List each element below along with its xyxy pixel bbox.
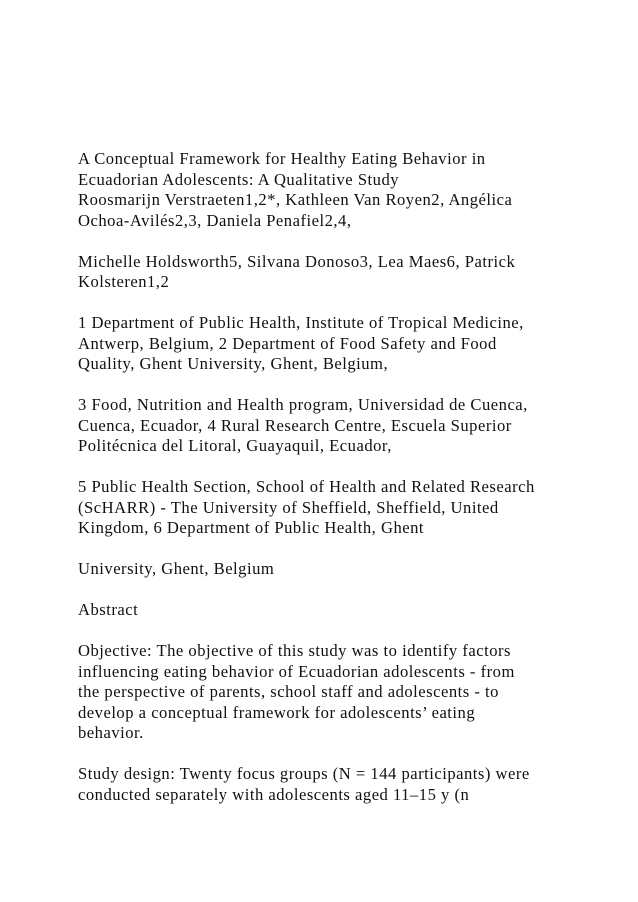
title-line-1: A Conceptual Framework for Healthy Eating Behavior in	[78, 149, 486, 168]
authors-line-4: Kolsteren1,2	[78, 272, 170, 291]
title-line-2: Ecuadorian Adolescents: A Qualitative Study	[78, 169, 400, 189]
affiliation-line: 1 Department of Public Health, Institute of Tropical Medicine,	[78, 313, 524, 332]
affiliation-line: Antwerp, Belgium, 2 Department of Food Safety and Food	[78, 333, 497, 353]
study-design-line: conducted separately with adolescents aged 11–15 y (n	[78, 784, 470, 804]
title-and-authors	[78, 149, 623, 231]
objective-line: the perspective of parents, school staff and adolescents - to	[78, 682, 499, 701]
affiliation-5-6	[78, 477, 623, 539]
affiliation-line: 5 Public Health Section, School of Health and Related Research	[78, 477, 535, 496]
objective-line: Objective: The objective of this study was to identify factors	[78, 641, 511, 660]
study-design-paragraph	[78, 764, 623, 805]
affiliation-6-continued	[78, 559, 623, 580]
affiliation-line: Politécnica del Litoral, Guayaquil, Ecuador,	[78, 436, 392, 455]
objective-line: behavior.	[78, 723, 144, 742]
study-design-line: Study design: Twenty focus groups (N = 144 participants) were	[78, 764, 530, 783]
affiliation-line: Quality, Ghent University, Ghent, Belgium,	[78, 354, 389, 373]
affiliation-line: (ScHARR) - The University of Sheffield, Sheffield, United	[78, 497, 499, 517]
abstract-heading-text: Abstract	[78, 600, 139, 619]
abstract-heading	[78, 600, 623, 621]
objective-line: develop a conceptual framework for adolescents’ eating	[78, 702, 476, 722]
affiliation-line: Cuenca, Ecuador, 4 Rural Research Centre, Escuela Superior	[78, 415, 512, 435]
affiliation-3-4	[78, 395, 623, 457]
affiliation-line: Kingdom, 6 Department of Public Health, Ghent	[78, 518, 425, 537]
authors-continued	[78, 252, 623, 293]
authors-line-1: Roosmarijn Verstraeten1,2*, Kathleen Van Royen2, Angélica	[78, 190, 513, 209]
objective-line: influencing eating behavior of Ecuadorian adolescents - from	[78, 661, 515, 681]
authors-line-2: Ochoa-Avilés2,3, Daniela Penafiel2,4,	[78, 210, 352, 230]
affiliation-line: 3 Food, Nutrition and Health program, Universidad de Cuenca,	[78, 395, 528, 414]
affiliation-line: University, Ghent, Belgium	[78, 559, 275, 578]
authors-line-3: Michelle Holdsworth5, Silvana Donoso3, Lea Maes6, Patrick	[78, 251, 516, 271]
document-body	[78, 149, 623, 826]
objective-paragraph	[78, 641, 623, 744]
affiliation-1-2	[78, 313, 623, 375]
